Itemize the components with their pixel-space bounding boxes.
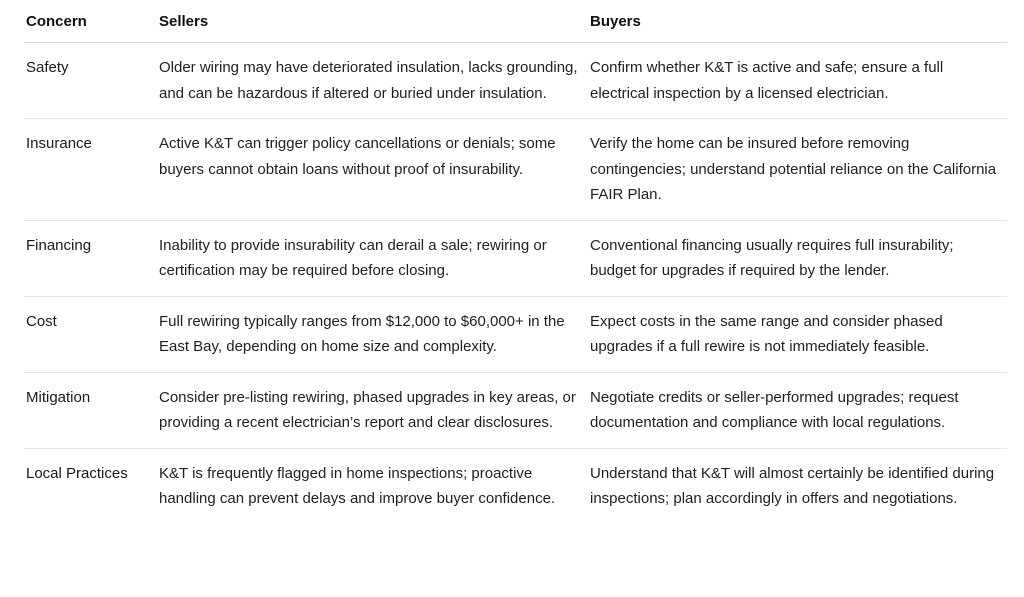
row-concern: Financing (24, 220, 157, 296)
row-concern: Local Practices (26, 464, 128, 482)
row-buyers: Negotiate credits or seller-performed upgrades; request documentation and compliance with local regulations. (588, 372, 1007, 448)
row-buyers: Conventional financing usually requires full insurability; budget for upgrades if required by the lender. (588, 220, 1007, 296)
row-buyers: Understand that K&T will almost certainly be identified during inspections; plan accordingly in offers and negotiations. (590, 464, 995, 507)
row-sellers: Consider pre-listing rewiring, phased upgrades in key areas, or providing a recent electrician’s report and clear disclosures. (157, 372, 588, 448)
row-sellers: Full rewiring typically ranges from $12,000 to $60,000+ in the East Bay, depending on home size and complexity. (157, 296, 588, 372)
header-sellers: Sellers (157, 0, 588, 43)
table-row (24, 448, 1007, 524)
row-concern: Cost (24, 296, 157, 372)
table-row (24, 220, 1007, 296)
table-row (24, 296, 1007, 372)
row-concern: Mitigation (24, 372, 157, 448)
table-row (24, 43, 1007, 119)
table-row (24, 119, 1007, 221)
header-buyers: Buyers (588, 0, 1007, 43)
row-buyers: Expect costs in the same range and consider phased upgrades if a full rewire is not immediately feasible. (588, 296, 1007, 372)
row-concern: Safety (24, 43, 157, 119)
table-header-row (24, 0, 1007, 43)
table-row (24, 372, 1007, 448)
row-sellers: K&T is frequently flagged in home inspections; proactive handling can prevent delays and improve buyer confidence. (159, 464, 556, 507)
row-sellers: Older wiring may have deteriorated insulation, lacks grounding, and can be hazardous if altered or buried under insulation. (157, 43, 588, 119)
header-concern: Concern (24, 0, 157, 43)
row-sellers: Active K&T can trigger policy cancellations or denials; some buyers cannot obtain loans without proof of insurability. (157, 119, 588, 221)
row-concern: Insurance (24, 119, 157, 221)
row-buyers: Verify the home can be insured before removing contingencies; understand potential reliance on the California FAIR Plan. (588, 119, 1007, 221)
row-buyers: Confirm whether K&T is active and safe; ensure a full electrical inspection by a licensed electrician. (588, 43, 1007, 119)
comparison-table (24, 0, 1007, 524)
row-sellers: Inability to provide insurability can derail a sale; rewiring or certification may be required before closing. (157, 220, 588, 296)
comparison-table-container (24, 0, 1007, 524)
